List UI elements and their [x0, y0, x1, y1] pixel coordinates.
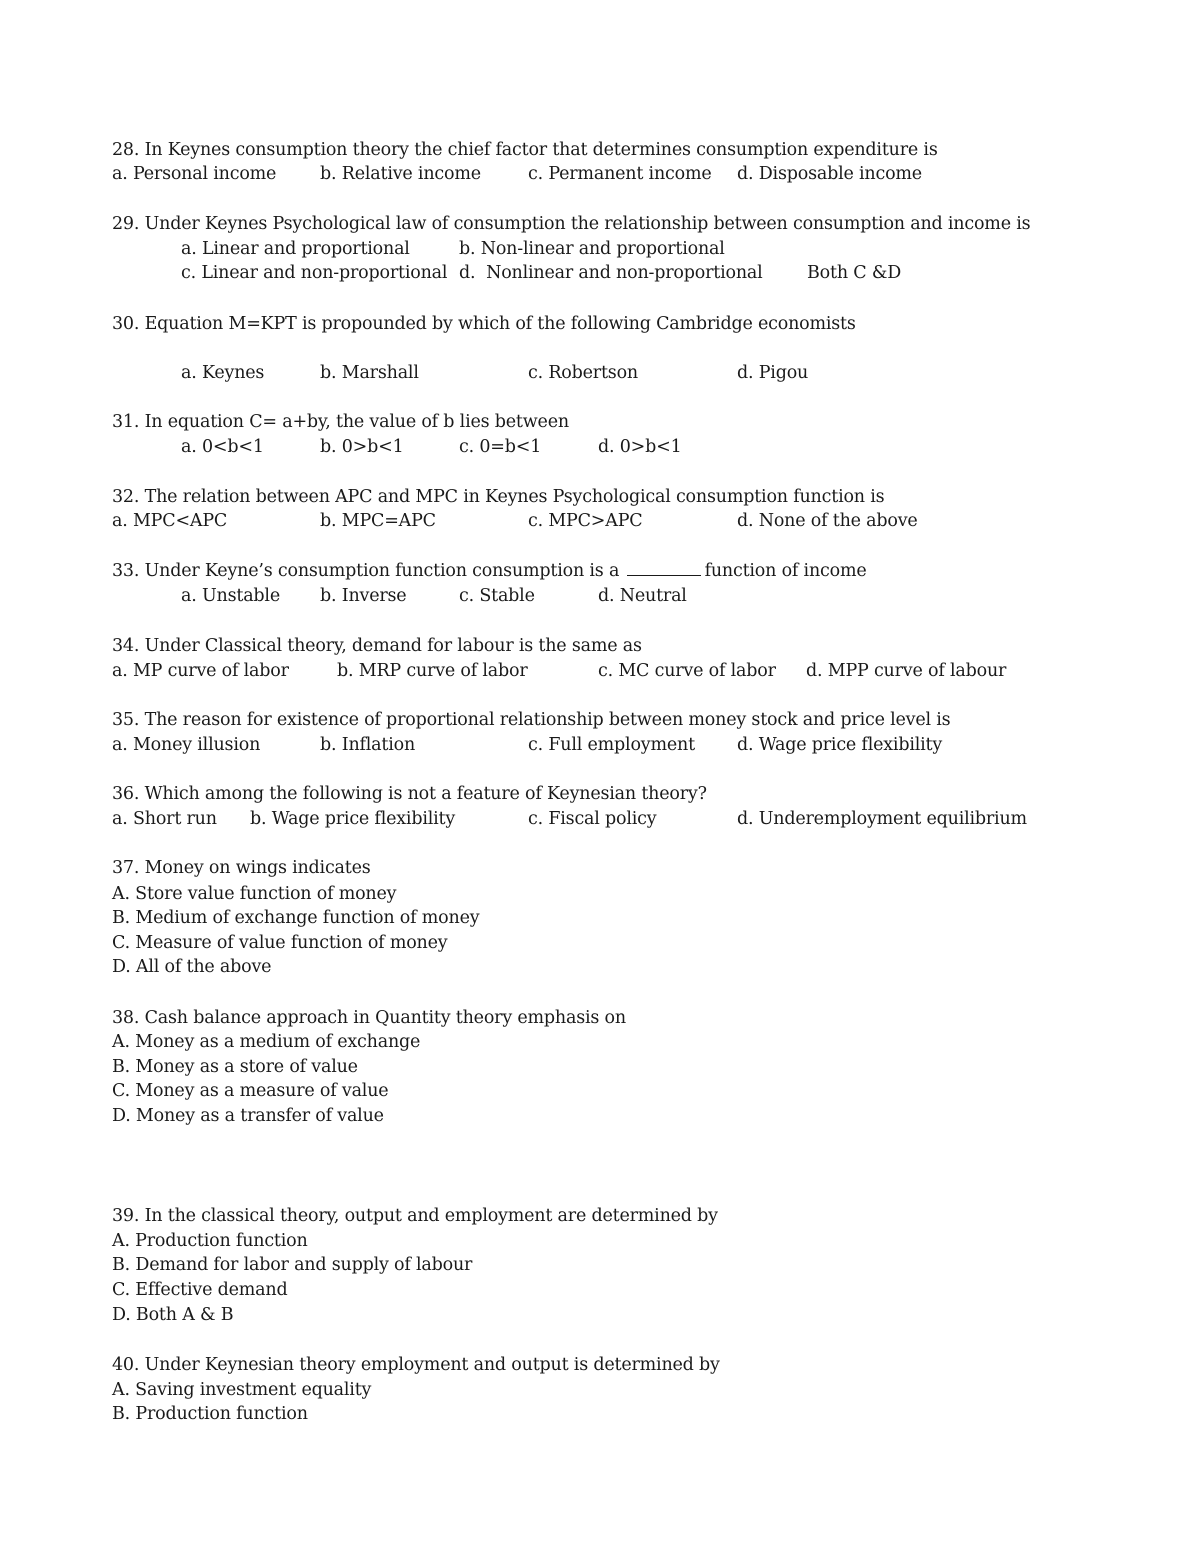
q34-option-a: a. MP curve of labor: [112, 661, 289, 681]
q31-option-d: d. 0>b<1: [598, 437, 682, 457]
q36-stem: 36. Which among the following is not a feature of Keynesian theory?: [112, 784, 707, 804]
q37-option-c: C. Measure of value function of money: [112, 933, 448, 953]
q30-option-a: a. Keynes: [181, 363, 265, 383]
q30-option-d: d. Pigou: [737, 363, 809, 383]
q35-option-c: c. Full employment: [528, 735, 695, 755]
q38-option-b: B. Money as a store of value: [112, 1057, 358, 1077]
q37-option-d: D. All of the above: [112, 957, 272, 977]
q30-option-c: c. Robertson: [528, 363, 638, 383]
q29-option-a: a. Linear and proportional: [181, 239, 410, 259]
q36-option-a: a. Short run: [112, 809, 217, 829]
q40-option-b: B. Production function: [112, 1404, 308, 1424]
q32-option-b: b. MPC=APC: [320, 511, 436, 531]
q29-option-d: d. Nonlinear and non-proportional: [459, 263, 763, 283]
q28-option-b: b. Relative income: [320, 164, 481, 184]
q29-option-b: b. Non-linear and proportional: [459, 239, 725, 259]
q33-option-d: d. Neutral: [598, 586, 687, 606]
q29-option-c: c. Linear and non-proportional: [181, 263, 448, 283]
q33-option-c: c. Stable: [459, 586, 535, 606]
q33-option-b: b. Inverse: [320, 586, 407, 606]
q37-option-a: A. Store value function of money: [112, 884, 397, 904]
q31-option-b: b. 0>b<1: [320, 437, 404, 457]
q31-option-a: a. 0<b<1: [181, 437, 264, 457]
q28-option-c: c. Permanent income: [528, 164, 712, 184]
q32-option-a: a. MPC<APC: [112, 511, 228, 531]
q28-option-a: a. Personal income: [112, 164, 277, 184]
q40-stem: 40. Under Keynesian theory employment and output is determined by: [112, 1355, 720, 1375]
q37-stem: 37. Money on wings indicates: [112, 858, 371, 878]
q36-option-c: c. Fiscal policy: [528, 809, 657, 829]
q39-stem: 39. In the classical theory, output and employment are determined by: [112, 1206, 718, 1226]
q31-stem: 31. In equation C= a+by, the value of b lies between: [112, 412, 569, 432]
q29-option-e: Both C &D: [807, 263, 902, 283]
q32-option-d: d. None of the above: [737, 511, 918, 531]
q34-option-b: b. MRP curve of labor: [337, 661, 528, 681]
q34-stem: 34. Under Classical theory, demand for labour is the same as: [112, 636, 642, 656]
q33-stem-after: function of income: [704, 561, 867, 581]
q32-option-c: c. MPC>APC: [528, 511, 643, 531]
q31-option-c: c. 0=b<1: [459, 437, 542, 457]
q35-option-b: b. Inflation: [320, 735, 416, 755]
q32-stem: 32. The relation between APC and MPC in Keynes Psychological consumption function is: [112, 487, 885, 507]
q35-stem: 35. The reason for existence of proportional relationship between money stock and price level is: [112, 710, 951, 730]
q39-option-d: D. Both A & B: [112, 1305, 234, 1325]
q37-option-b: B. Medium of exchange function of money: [112, 908, 480, 928]
q35-option-d: d. Wage price flexibility: [737, 735, 943, 755]
q38-option-c: C. Money as a measure of value: [112, 1081, 389, 1101]
q28-stem: 28. In Keynes consumption theory the chief factor that determines consumption expenditure is: [112, 140, 938, 160]
q38-option-d: D. Money as a transfer of value: [112, 1106, 384, 1126]
q36-option-b: b. Wage price flexibility: [250, 809, 456, 829]
q38-option-a: A. Money as a medium of exchange: [112, 1032, 421, 1052]
q35-option-a: a. Money illusion: [112, 735, 261, 755]
q29-stem: 29. Under Keynes Psychological law of consumption the relationship between consumption and income is: [112, 214, 1031, 234]
q33-stem: [112, 561, 867, 581]
q39-option-b: B. Demand for labor and supply of labour: [112, 1255, 473, 1275]
q33-option-a: a. Unstable: [181, 586, 280, 606]
q34-option-c: c. MC curve of labor: [598, 661, 776, 681]
q28-option-d: d. Disposable income: [737, 164, 922, 184]
q33-answer-blank: [627, 561, 701, 576]
q30-stem: 30. Equation M=KPT is propounded by which of the following Cambridge economists: [112, 314, 856, 334]
q40-option-a: A. Saving investment equality: [112, 1380, 372, 1400]
q38-stem: 38. Cash balance approach in Quantity theory emphasis on: [112, 1008, 626, 1028]
q30-option-b: b. Marshall: [320, 363, 419, 383]
q39-option-a: A. Production function: [112, 1231, 308, 1251]
q34-option-d: d. MPP curve of labour: [806, 661, 1007, 681]
q33-stem-before: 33. Under Keyne’s consumption function consumption is a: [112, 561, 620, 581]
q36-option-d: d. Underemployment equilibrium: [737, 809, 1027, 829]
q39-option-c: C. Effective demand: [112, 1280, 288, 1300]
